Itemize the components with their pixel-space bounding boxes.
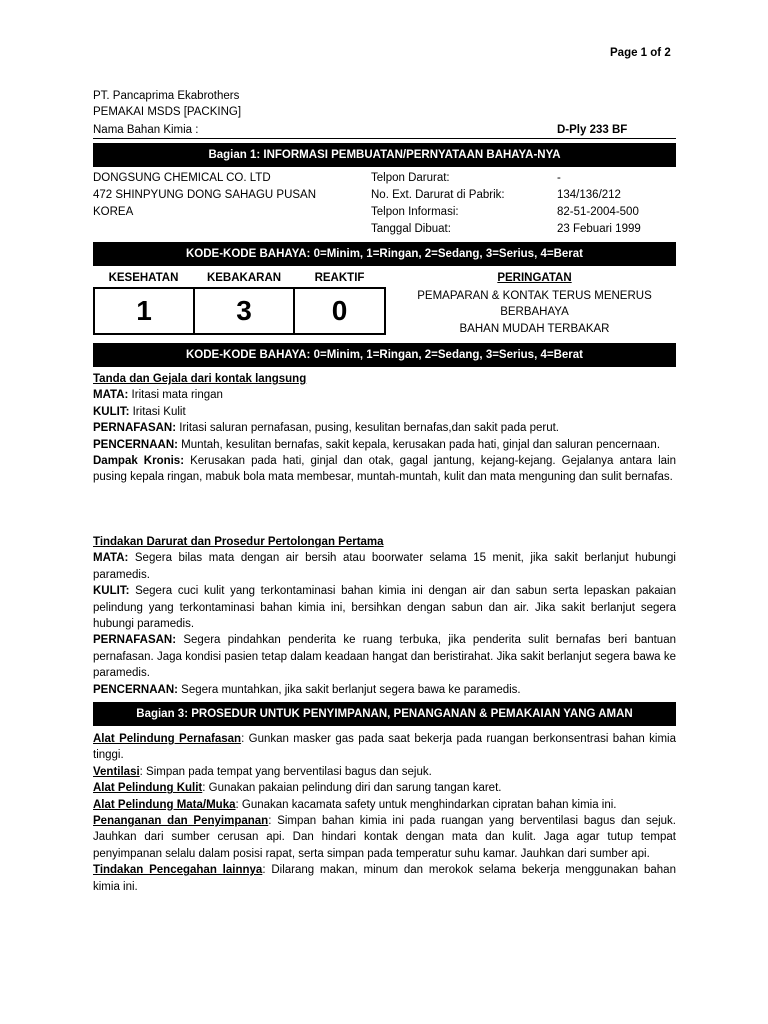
msds-user-line: PEMAKAI MSDS [PACKING] — [93, 106, 242, 118]
factory-ext-label: No. Ext. Darurat di Pabrik: — [371, 189, 505, 201]
factory-ext-value: 134/136/212 — [557, 189, 621, 201]
emergency-phone-label: Telpon Darurat: — [371, 172, 450, 184]
fire-rating-box: 3 — [193, 287, 295, 335]
eye-ppe-text: : Gunakan kacamata safety untuk menghindarkan cipratan bahan kimia ini. — [235, 798, 617, 811]
date-created-label: Tanggal Dibuat: — [371, 223, 451, 235]
reactive-label: REAKTIF — [314, 272, 365, 284]
manufacturer-line-2: 472 SHINPYUNG DONG SAHAGU PUSAN — [93, 189, 317, 201]
company-name: PT. Pancaprima Ekabrothers — [93, 90, 240, 102]
symptom-breathing-label: PERNAFASAN: — [93, 422, 177, 435]
firstaid-eye-text: Segera bilas mata dengan air bersih atau boorwater selama 15 menit, jika sakit berlanjut hubungi paramedis. — [93, 552, 676, 581]
eye-ppe-label: Alat Pelindung Mata/Muka — [93, 798, 236, 811]
hazard-codes-bar-2: KODE-KODE BAHAYA: 0=Minim, 1=Ringan, 2=Sedang, 3=Serius, 4=Berat — [93, 343, 676, 367]
warning-line-3: BAHAN MUDAH TERBAKAR — [459, 323, 610, 335]
symptom-eye-label: MATA: — [93, 389, 129, 402]
info-phone-value: 82-51-2004-500 — [557, 206, 639, 218]
symptom-chronic-label: Dampak Kronis: — [93, 455, 185, 468]
section1-header: Bagian 1: INFORMASI PEMBUATAN/PERNYATAAN BAHAYA-NYA — [93, 143, 676, 167]
symptoms-section — [93, 371, 676, 486]
handling-storage-text: : Simpan bahan kimia ini pada ruangan yang berventilasi bagus dan sejuk. Jauhkan dari sumber cerusan api. Dan hindari kontak dengan mata dan kulit. Jaga agar tutup tempat penyimpanan selalu dalam posisi rapat, serta simpan pada temperatur suhu kamar. Jauhkan dari sumber api. — [93, 815, 676, 860]
firstaid-breathing-text: Segera pindahkan penderita ke ruang terbuka, jika penderita sulit bernafas beri bantuan pernafasan. Jaga kondisi pasien tetap dalam keadaan hangat dan beristirahat. Jika sakit berlanjut segera bawa ke paramedis. — [93, 634, 676, 680]
respiratory-ppe-label: Alat Pelindung Pernafasan — [93, 733, 242, 745]
warning-line-2: BERBAHAYA — [500, 306, 569, 318]
other-precautions-label: Tindakan Pencegahan lainnya — [93, 864, 263, 877]
chemical-name-value: D-Ply 233 BF — [557, 124, 628, 136]
symptom-eye-text: Iritasi mata ringan — [128, 389, 223, 402]
warning-title: PERINGATAN — [497, 272, 572, 284]
skin-ppe-label: Alat Pelindung Kulit — [93, 782, 203, 795]
header-rule — [93, 138, 676, 139]
handling-storage-label: Penanganan dan Penyimpanan — [93, 815, 269, 828]
fire-label: KEBAKARAN — [206, 272, 282, 284]
symptom-digestion-label: PENCERNAAN: — [93, 438, 178, 451]
chemical-name-label: Nama Bahan Kimia : — [93, 124, 199, 136]
page-number: Page 1 of 2 — [610, 47, 671, 59]
reactive-rating-box: 0 — [293, 287, 386, 335]
health-rating-box: 1 — [93, 287, 195, 335]
date-created-value: 23 Febuari 1999 — [557, 223, 641, 235]
firstaid-digestion-text: Segera muntahkan, jika sakit berlanjut segera bawa ke paramedis. — [177, 683, 521, 696]
firstaid-skin-label: KULIT: — [93, 585, 130, 598]
other-precautions-text: : Dilarang makan, minum dan merokok selama bekerja menggunakan bahan kimia ini. — [93, 864, 676, 893]
health-label: KESEHATAN — [108, 272, 179, 284]
warning-line-1: PEMAPARAN & KONTAK TERUS MENERUS — [417, 290, 652, 302]
symptom-digestion-text: Muntah, kesulitan bernafas, sakit kepala, kerusakan pada hati, ginjal dan saluran pencernaan. — [177, 438, 661, 451]
emergency-phone-value: - — [557, 172, 561, 184]
symptoms-title: Tanda dan Gejala dari kontak langsung — [93, 373, 307, 385]
ventilation-text: : Simpan pada tempat yang berventilasi bagus dan sejuk. — [139, 765, 432, 778]
firstaid-breathing-label: PERNAFASAN: — [93, 634, 177, 647]
info-phone-label: Telpon Informasi: — [371, 206, 459, 218]
hazard-codes-bar: KODE-KODE BAHAYA: 0=Minim, 1=Ringan, 2=Sedang, 3=Serius, 4=Berat — [93, 242, 676, 266]
manufacturer-line-3: KOREA — [93, 206, 134, 218]
firstaid-digestion-label: PENCERNAAN: — [93, 683, 178, 696]
first-aid-section — [93, 534, 676, 698]
manufacturer-line-1: DONGSUNG CHEMICAL CO. LTD — [93, 172, 271, 184]
storage-section — [93, 731, 676, 895]
section3-header: Bagian 3: PROSEDUR UNTUK PENYIMPANAN, PENANGANAN & PEMAKAIAN YANG AMAN — [93, 702, 676, 726]
firstaid-skin-text: Segera cuci kulit yang terkontaminasi bahan kimia ini dengan air dan sabun serta lepaskan pakaian pelindung yang terkontaminasi bahan kimia ini, bersihkan dengan sabun dan air. Jika sakit berlanjut segera hubungi paramedis. — [93, 585, 676, 631]
skin-ppe-text: : Gunakan pakaian pelindung diri dan sarung tangan karet. — [202, 782, 502, 795]
symptom-breathing-text: Iritasi saluran pernafasan, pusing, kesulitan bernafas,dan sakit pada perut. — [176, 422, 559, 435]
first-aid-title: Tindakan Darurat dan Prosedur Pertolongan Pertama — [93, 536, 384, 548]
symptom-chronic-text: Kerusakan pada hati, ginjal dan otak, gagal jantung, kejang-kejang. Gejalanya antara lain pusing kepala ringan, mabuk bola mata membesar, muntah-muntah, kulit dan mata menguning dan sulit bernafas. — [93, 455, 677, 484]
firstaid-eye-label: MATA: — [93, 552, 129, 565]
symptom-skin-label: KULIT: — [93, 405, 130, 418]
respiratory-ppe-text: : Gunkan masker gas pada saat bekerja pada ruangan berkonsentrasi bahan kimia tinggi. — [93, 733, 676, 762]
symptom-skin-text: Iritasi Kulit — [129, 405, 186, 418]
ventilation-label: Ventilasi — [93, 765, 140, 778]
